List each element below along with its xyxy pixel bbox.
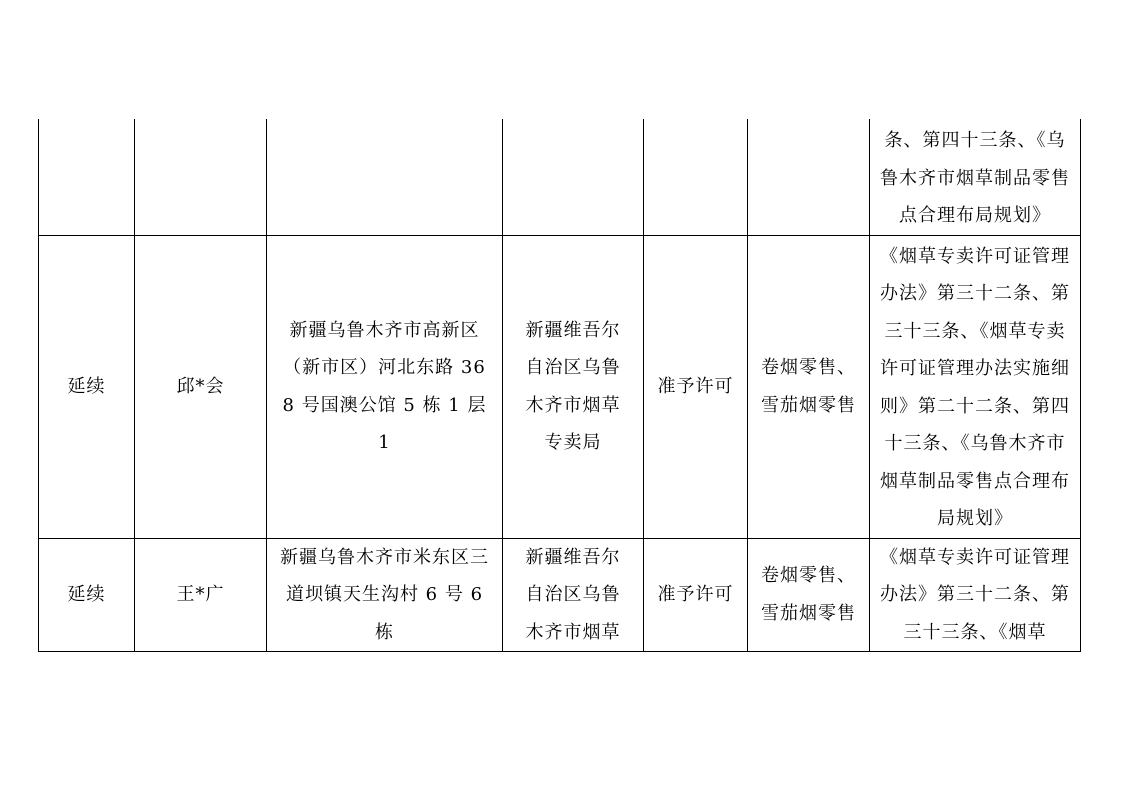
- table-row: [39, 538, 1081, 652]
- cell-name: [135, 119, 267, 235]
- cell-legal-basis: 《烟草专卖许可证管理办法》第三十二条、第三十三条、《烟草专卖许可证管理办法实施细则》第二十二条、第四十三条、《乌鲁木齐市烟草制品零售点合理布局规划》: [870, 235, 1081, 538]
- license-table: [38, 119, 1081, 652]
- cell-department: [503, 119, 644, 235]
- cell-legal-basis: 《烟草专卖许可证管理办法》第三十二条、第三十三条、《烟草: [870, 538, 1081, 652]
- cell-name: 王*广: [135, 538, 267, 652]
- cell-scope: 卷烟零售、雪茄烟零售: [748, 538, 870, 652]
- cell-type: 延续: [39, 538, 135, 652]
- cell-department: 新疆维吾尔自治区乌鲁木齐市烟草专卖局: [503, 235, 644, 538]
- cell-legal-basis: 条、第四十三条、《乌鲁木齐市烟草制品零售点合理布局规划》: [870, 119, 1081, 235]
- table-row: [39, 119, 1081, 235]
- cell-address: 新疆乌鲁木齐市高新区（新市区）河北东路 368 号国澳公馆 5 栋 1 层 1: [267, 235, 503, 538]
- cell-decision: [644, 119, 748, 235]
- cell-decision: 准予许可: [644, 538, 748, 652]
- cell-type: 延续: [39, 235, 135, 538]
- cell-name: 邱*会: [135, 235, 267, 538]
- cell-scope: [748, 119, 870, 235]
- cell-type: [39, 119, 135, 235]
- cell-scope: 卷烟零售、雪茄烟零售: [748, 235, 870, 538]
- table-row: [39, 235, 1081, 538]
- cell-address: 新疆乌鲁木齐市米东区三道坝镇天生沟村 6 号 6 栋: [267, 538, 503, 652]
- cell-decision: 准予许可: [644, 235, 748, 538]
- cell-address: [267, 119, 503, 235]
- cell-department: 新疆维吾尔自治区乌鲁木齐市烟草: [503, 538, 644, 652]
